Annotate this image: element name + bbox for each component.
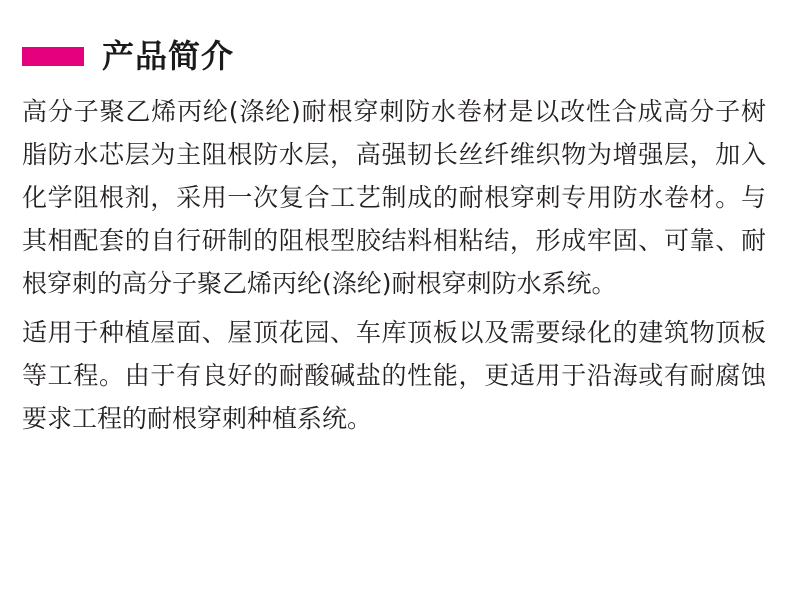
- heading-accent-bar: [22, 47, 84, 66]
- paragraph-1: 高分子聚乙烯丙纶(涤纶)耐根穿刺防水卷材是以改性合成高分子树脂防水芯层为主阻根防水层，高强韧长丝纤维织物为增强层，加入化学阻根剂，采用一次复合工艺制成的耐根穿刺专用防水卷材。与其相配套的自行研制的阻根型胶结料相粘结，形成牢固、可靠、耐根穿刺的高分子聚乙烯丙纶(涤纶)耐根穿刺防水系统。: [22, 97, 766, 298]
- section-heading: [0, 0, 800, 75]
- paragraph-2: 适用于种植屋面、屋顶花园、车库顶板以及需要绿化的建筑物顶板等工程。由于有良好的耐酸碱盐的性能，更适用于沿海或有耐腐蚀要求工程的耐根穿刺种植系统。: [22, 318, 766, 433]
- page-title: 产品简介: [102, 37, 235, 75]
- body-content: [0, 72, 800, 440]
